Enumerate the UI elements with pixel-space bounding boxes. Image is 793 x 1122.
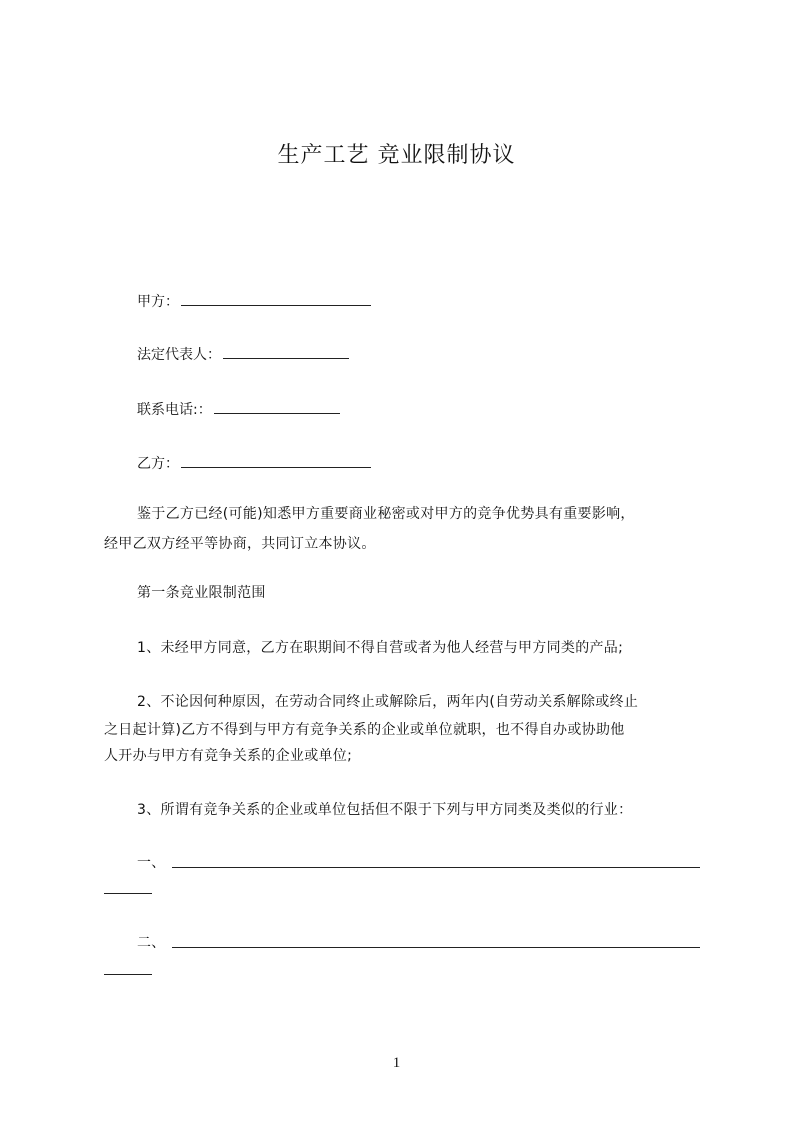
party-b-blank[interactable] (181, 451, 371, 468)
clause-1: 1、未经甲方同意，乙方在职期间不得自营或者为他人经营与甲方同类的产品; (137, 640, 624, 656)
list-item-2-label: 二、 (137, 935, 166, 951)
document-title: 生产工艺 竞业限制协议 (277, 143, 516, 168)
clause-3: 3、所谓有竞争关系的企业或单位包括但不限于下列与甲方同类及类似的行业： (137, 802, 633, 818)
list-item-1-label: 一、 (137, 855, 166, 871)
phone-blank[interactable] (214, 397, 340, 414)
phone-label: 联系电话:： (137, 402, 212, 418)
page-number: 1 (392, 1055, 401, 1071)
party-a-field (137, 289, 371, 315)
clause-2-line-1: 2、不论因何种原因，在劳动合同终止或解除后，两年内(自劳动关系解除或终止 (137, 694, 639, 710)
list-item-2-blank-continued[interactable] (104, 973, 152, 975)
list-item-1-blank-continued[interactable] (104, 892, 152, 894)
article-1-heading: 第一条竞业限制范围 (137, 585, 266, 601)
preamble-line-1: 鉴于乙方已经(可能)知悉甲方重要商业秘密或对甲方的竞争优势具有重要影响， (137, 506, 635, 522)
legal-representative-field (137, 342, 349, 368)
preamble-line-2: 经甲乙双方经平等协商，共同订立本协议。 (104, 536, 376, 552)
party-a-label: 甲方： (137, 294, 179, 310)
clause-2-line-2: 之日起计算)乙方不得到与甲方有竞争关系的企业或单位就职，也不得自办或协助他 (104, 722, 625, 738)
list-item-1-blank[interactable] (172, 866, 700, 868)
party-a-blank[interactable] (181, 289, 371, 306)
legal-representative-blank[interactable] (223, 342, 349, 359)
legal-representative-label: 法定代表人： (137, 347, 221, 363)
clause-2-line-3: 人开办与甲方有竞争关系的企业或单位; (104, 748, 353, 764)
phone-field (137, 397, 340, 423)
party-b-field (137, 451, 371, 477)
party-b-label: 乙方： (137, 456, 179, 472)
list-item-2-blank[interactable] (172, 946, 700, 948)
